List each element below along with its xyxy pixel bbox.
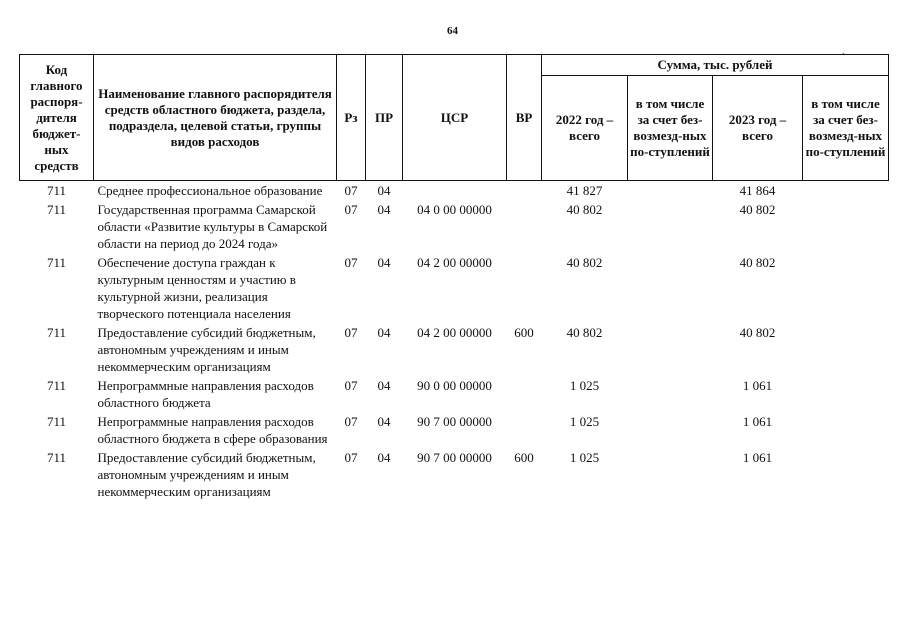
cell-total-2023: 1 061 (742, 450, 773, 465)
header-name: Наименование главного распорядителя средств областного бюджета, раздела, подраздела, целевой статьи, группы видов расходов (94, 55, 337, 181)
cell-total-2023: 40 802 (739, 325, 776, 340)
cell-name: Предоставление субсидий бюджетным, автономным учреждениям и иным некоммерческим организациям (97, 325, 316, 374)
cell-rz: 07 (344, 202, 358, 217)
cell-total-2023: 41 864 (739, 183, 776, 198)
cell-name: Непрограммные направления расходов областного бюджета в сфере образования (97, 414, 328, 446)
cell-free-2023 (803, 252, 889, 322)
cell-total-2022: 40 802 (566, 325, 603, 340)
cell-code: 711 (46, 255, 67, 270)
header-total-2023: 2023 год – всего (713, 76, 803, 181)
cell-pr: 04 (377, 183, 391, 198)
cell-free-2023 (803, 411, 889, 447)
cell-free-2023 (803, 375, 889, 411)
cell-pr: 04 (377, 414, 391, 429)
cell-total-2022: 1 025 (569, 378, 600, 393)
cell-free-2022 (628, 252, 713, 322)
cell-free-2023 (803, 322, 889, 375)
table-row (20, 322, 889, 375)
cell-total-2023: 1 061 (742, 378, 773, 393)
cell-free-2023 (803, 181, 889, 200)
cell-vr: 600 (514, 450, 534, 465)
header-csr: ЦСР (403, 55, 507, 181)
cell-rz: 07 (344, 255, 358, 270)
header-vr: ВР (507, 55, 542, 181)
table-row (20, 447, 889, 500)
cell-total-2022: 40 802 (566, 202, 603, 217)
cell-free-2022 (628, 181, 713, 200)
cell-code: 711 (46, 414, 67, 429)
table-row (20, 199, 889, 252)
page-number: 64 (447, 25, 458, 37)
cell-pr: 04 (377, 255, 391, 270)
header-free-2022: в том числе за счет без-возмезд-ных по-ступлений (628, 76, 713, 181)
cell-name: Государственная программа Самарской области «Развитие культуры в Самарской области на период до 2024 года» (97, 202, 328, 251)
header-pr: ПР (366, 55, 403, 181)
cell-rz: 07 (344, 414, 358, 429)
cell-code: 711 (46, 183, 67, 198)
cell-vr (507, 181, 542, 200)
table-body (20, 181, 889, 501)
header-total-2022: 2022 год – всего (542, 76, 628, 181)
table-row (20, 252, 889, 322)
cell-name: Обеспечение доступа граждан к культурным ценностям и участию в культурной жизни, реализация творческого потенциала населения (97, 255, 296, 321)
cell-code: 711 (46, 202, 67, 217)
cell-code: 711 (46, 450, 67, 465)
cell-code: 711 (46, 325, 67, 340)
cell-pr: 04 (377, 378, 391, 393)
cell-rz: 07 (344, 325, 358, 340)
table-row (20, 181, 889, 200)
cell-rz: 07 (344, 183, 358, 198)
cell-pr: 04 (377, 325, 391, 340)
cell-name: Среднее профессиональное образование (97, 183, 323, 198)
header-free-2023: в том числе за счет без-возмезд-ных по-ступлений (803, 76, 889, 181)
cell-vr (507, 199, 542, 252)
cell-free-2023 (803, 199, 889, 252)
cell-vr: 600 (514, 325, 534, 340)
cell-name: Предоставление субсидий бюджетным, автономным учреждениям и иным некоммерческим организациям (97, 450, 316, 499)
cell-csr: 90 7 00 00000 (417, 450, 492, 465)
cell-vr (507, 411, 542, 447)
cell-csr: 90 7 00 00000 (417, 414, 492, 429)
scan-dot: . (842, 46, 845, 57)
table-row (20, 375, 889, 411)
cell-csr: 04 2 00 00000 (417, 255, 492, 270)
cell-code: 711 (46, 378, 67, 393)
cell-total-2022: 1 025 (569, 450, 600, 465)
budget-table (19, 54, 889, 500)
table-header (20, 55, 889, 181)
cell-csr: 90 0 00 00000 (417, 378, 492, 393)
cell-free-2022 (628, 411, 713, 447)
cell-pr: 04 (377, 450, 391, 465)
cell-vr (507, 252, 542, 322)
cell-csr (403, 181, 507, 200)
cell-rz: 07 (344, 450, 358, 465)
cell-total-2022: 40 802 (566, 255, 603, 270)
cell-rz: 07 (344, 378, 358, 393)
cell-free-2022 (628, 447, 713, 500)
cell-total-2022: 1 025 (569, 414, 600, 429)
cell-free-2022 (628, 375, 713, 411)
cell-total-2023: 40 802 (739, 202, 776, 217)
header-code: Код главного распоря-дителя бюджет-ных средств (20, 55, 94, 181)
cell-free-2023 (803, 447, 889, 500)
cell-total-2023: 40 802 (739, 255, 776, 270)
cell-free-2022 (628, 199, 713, 252)
cell-free-2022 (628, 322, 713, 375)
cell-pr: 04 (377, 202, 391, 217)
cell-total-2023: 1 061 (742, 414, 773, 429)
cell-total-2022: 41 827 (566, 183, 603, 198)
cell-name: Непрограммные направления расходов областного бюджета (97, 378, 314, 410)
cell-csr: 04 2 00 00000 (417, 325, 492, 340)
header-sum: Сумма, тыс. рублей (542, 55, 889, 76)
cell-csr: 04 0 00 00000 (417, 202, 492, 217)
cell-vr (507, 375, 542, 411)
header-rz: Рз (337, 55, 366, 181)
table-row (20, 411, 889, 447)
